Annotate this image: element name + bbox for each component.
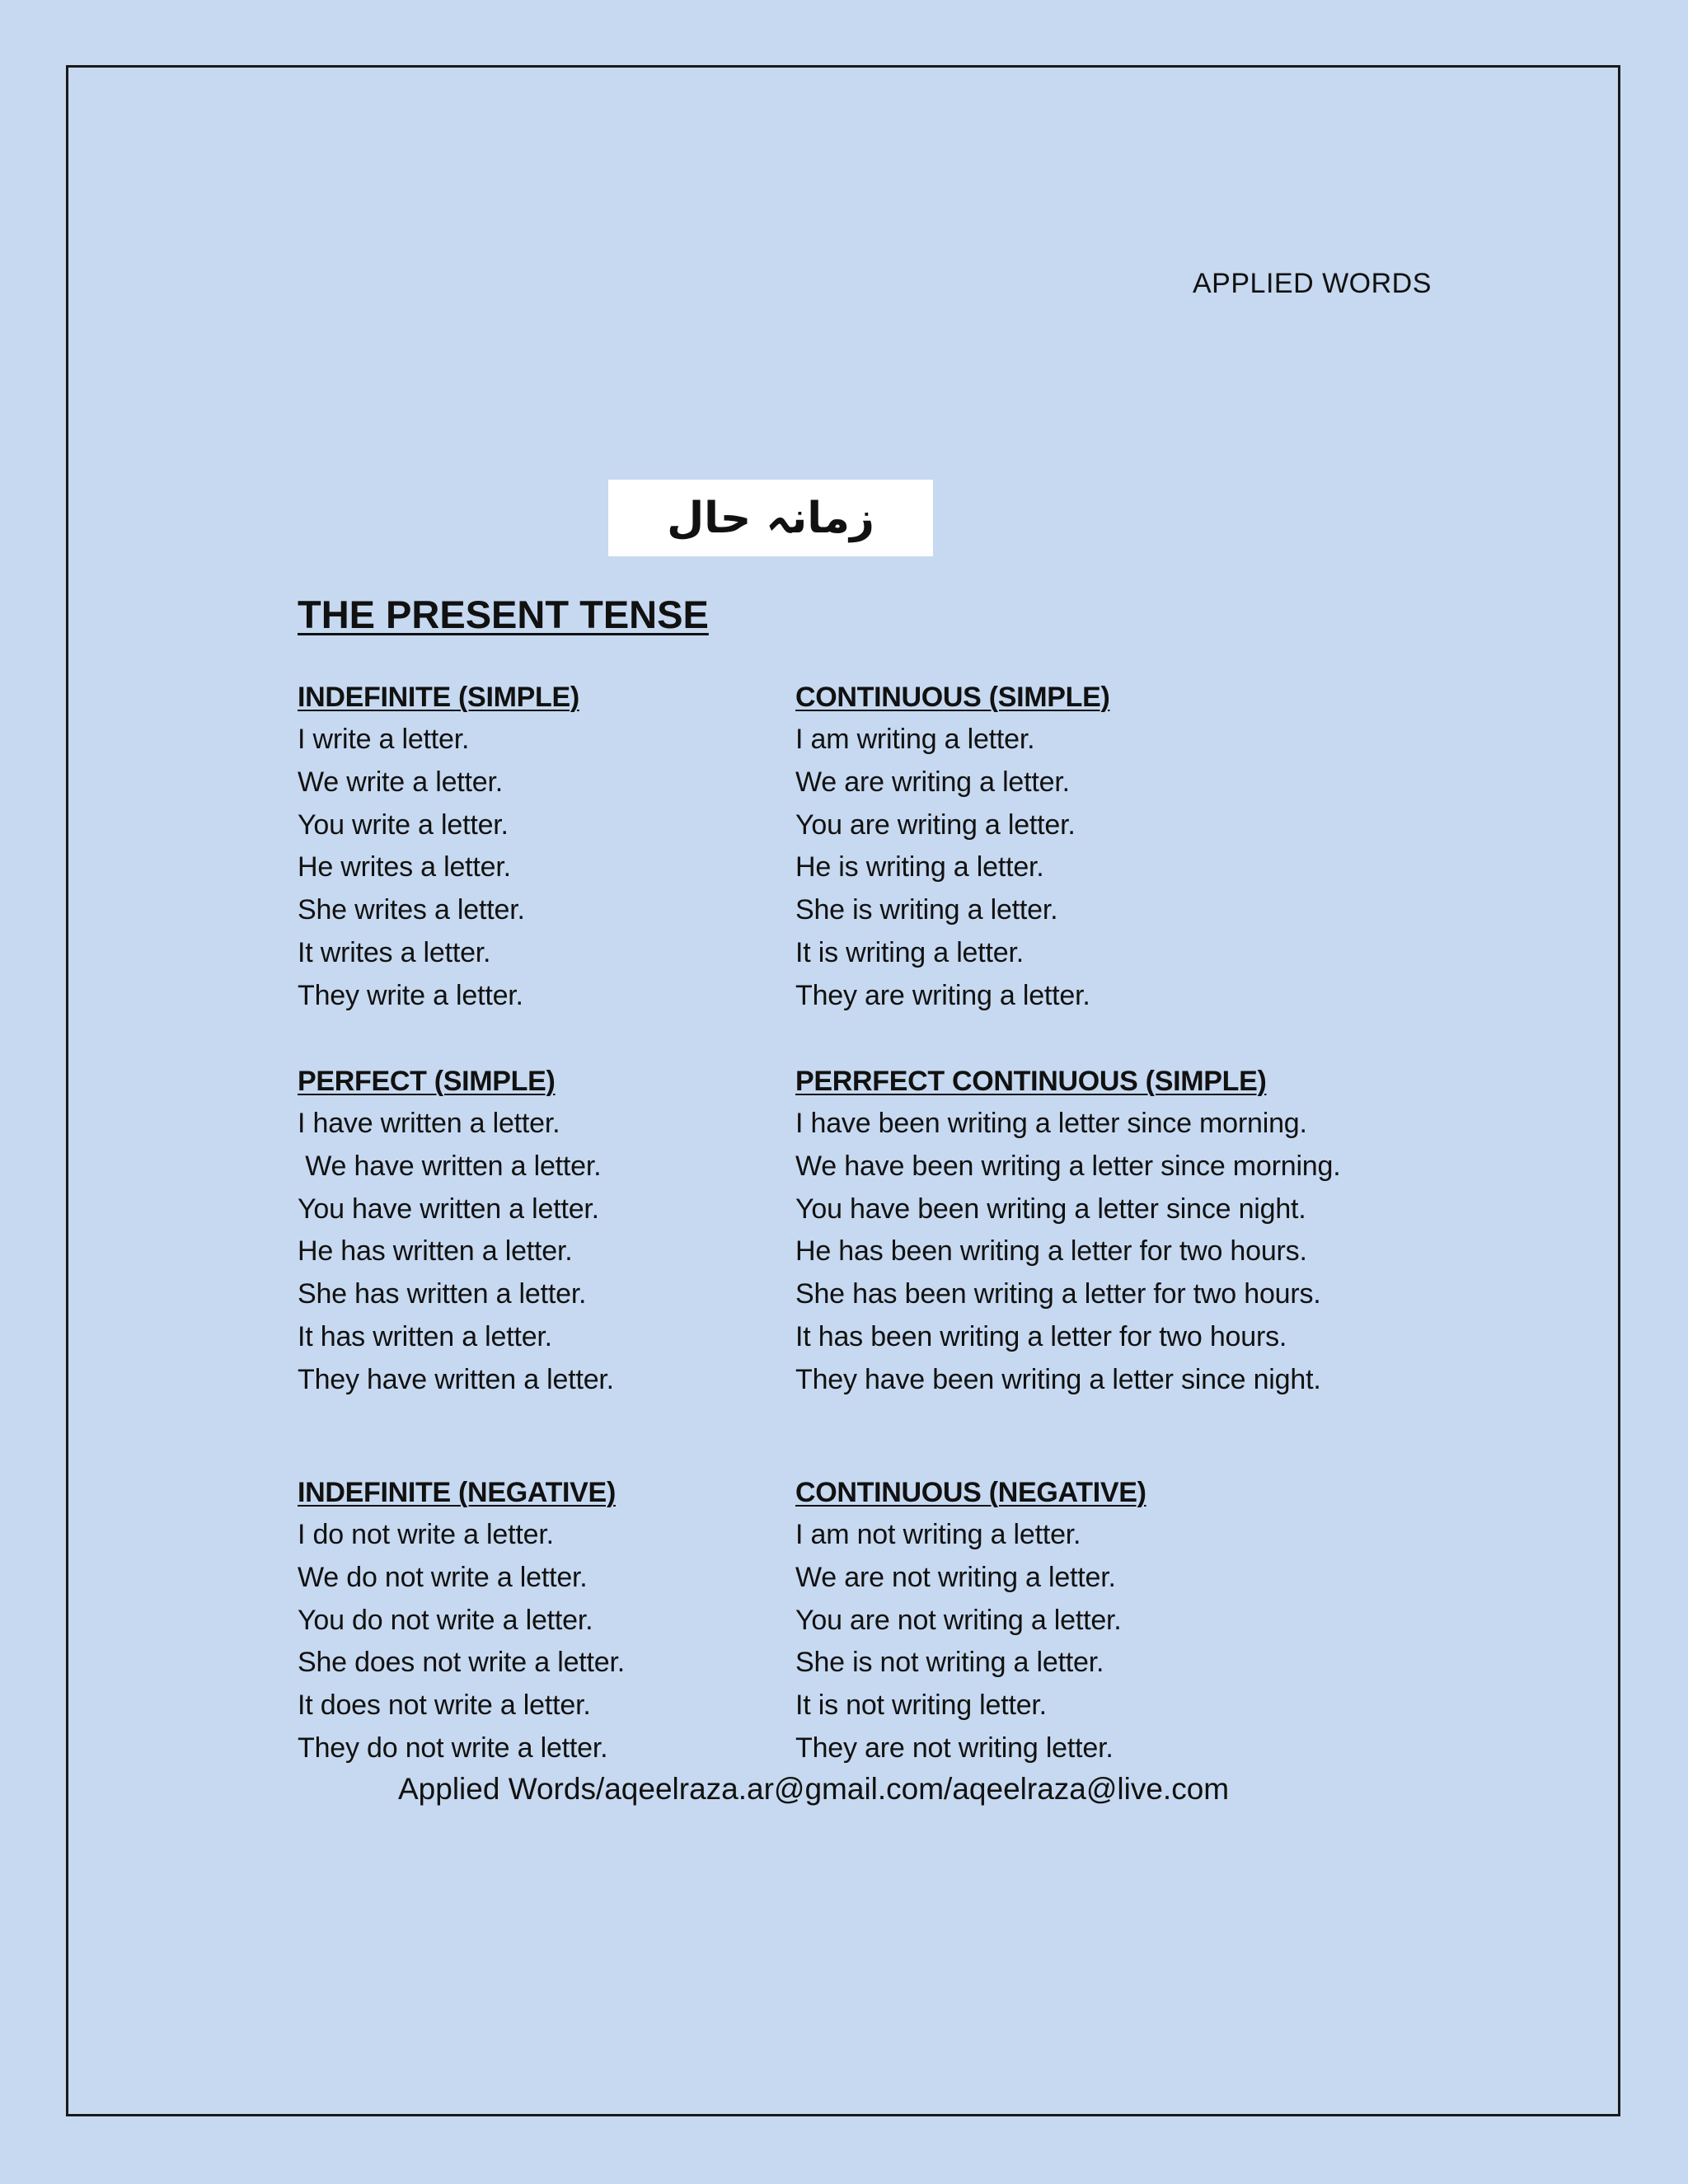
sentence-line: I am not writing a letter. (795, 1519, 1081, 1550)
sentence-list (298, 1103, 614, 1402)
section-perfect-continuous-simple (795, 1060, 1340, 1402)
sentence-line: I have written a letter. (298, 1108, 560, 1139)
section-heading: PERFECT (SIMPLE) (298, 1066, 556, 1097)
sentence-line: It is not writing letter. (795, 1690, 1047, 1722)
sentence-line: I write a letter. (298, 724, 470, 755)
sentence-line: She does not write a letter. (298, 1647, 625, 1679)
sentence-list (795, 719, 1110, 1018)
sentence-line: She writes a letter. (298, 894, 525, 926)
sentence-line: He has written a letter. (298, 1235, 573, 1268)
sentence-line: They have written a letter. (298, 1363, 614, 1395)
sentence-line: I do not write a letter. (298, 1519, 554, 1550)
section-heading: CONTINUOUS (SIMPLE) (795, 682, 1110, 713)
section-continuous-simple (795, 676, 1110, 1018)
sentence-line: We are writing a letter. (795, 766, 1070, 798)
sentence-line: It has been writing a letter for two hours. (795, 1320, 1287, 1352)
sentence-line: She has been writing a letter for two hours. (795, 1278, 1321, 1310)
sentence-line: You have been writing a letter since night. (795, 1193, 1306, 1225)
footer-contact: Applied Words/aqeelraza.ar@gmail.com/aqeelraza@live.com (398, 1772, 1230, 1806)
sentence-line: We are not writing a letter. (795, 1561, 1116, 1593)
sentence-line: It does not write a letter. (298, 1690, 591, 1722)
sentence-line: We do not write a letter. (298, 1561, 588, 1593)
sentence-line: We have written a letter. (298, 1150, 602, 1182)
sentence-line: He writes a letter. (298, 851, 511, 883)
sentence-line: You write a letter. (298, 808, 509, 841)
sentence-line: She is not writing a letter. (795, 1647, 1104, 1679)
sentence-line: He has been writing a letter for two hours. (795, 1235, 1307, 1268)
section-indefinite-simple (298, 676, 579, 1018)
sentence-line: You do not write a letter. (298, 1604, 593, 1636)
sentence-line: It writes a letter. (298, 936, 491, 968)
section-heading: PERRFECT CONTINUOUS (SIMPLE) (795, 1066, 1267, 1097)
urdu-title: زمانہ حال (667, 493, 874, 543)
sentence-line: They have been writing a letter since night. (795, 1363, 1321, 1395)
sentence-line: You are not writing a letter. (795, 1604, 1122, 1636)
section-heading: CONTINUOUS (NEGATIVE) (795, 1477, 1146, 1508)
sentence-line: They do not write a letter. (298, 1732, 608, 1764)
section-heading: INDEFINITE (NEGATIVE) (298, 1477, 616, 1508)
section-continuous-negative (795, 1471, 1146, 1770)
page-title: THE PRESENT TENSE (298, 593, 709, 636)
sentence-line: He is writing a letter. (795, 851, 1044, 883)
urdu-title-box (608, 480, 933, 556)
sentence-line: I have been writing a letter since morning. (795, 1108, 1307, 1139)
sentence-line: We write a letter. (298, 766, 503, 798)
header-label: APPLIED WORDS (1193, 268, 1432, 299)
sentence-line: You are writing a letter. (795, 808, 1076, 841)
sentence-line: We have been writing a letter since morning. (795, 1150, 1341, 1182)
sentence-list (298, 1514, 625, 1770)
section-indefinite-negative (298, 1471, 625, 1770)
sentence-line: It has written a letter. (298, 1320, 552, 1352)
section-perfect-simple (298, 1060, 614, 1402)
sentence-list (298, 719, 579, 1018)
sentence-line: They are not writing letter. (795, 1732, 1114, 1764)
sentence-line: You have written a letter. (298, 1193, 599, 1225)
sentence-line: They write a letter. (298, 979, 523, 1011)
sentence-line: She is writing a letter. (795, 894, 1058, 926)
sentence-line: They are writing a letter. (795, 979, 1090, 1011)
sentence-line: I am writing a letter. (795, 724, 1035, 755)
section-heading: INDEFINITE (SIMPLE) (298, 682, 579, 713)
sentence-list (795, 1103, 1340, 1402)
sentence-list (795, 1514, 1146, 1770)
sentence-line: It is writing a letter. (795, 936, 1024, 968)
sentence-line: She has written a letter. (298, 1278, 587, 1310)
